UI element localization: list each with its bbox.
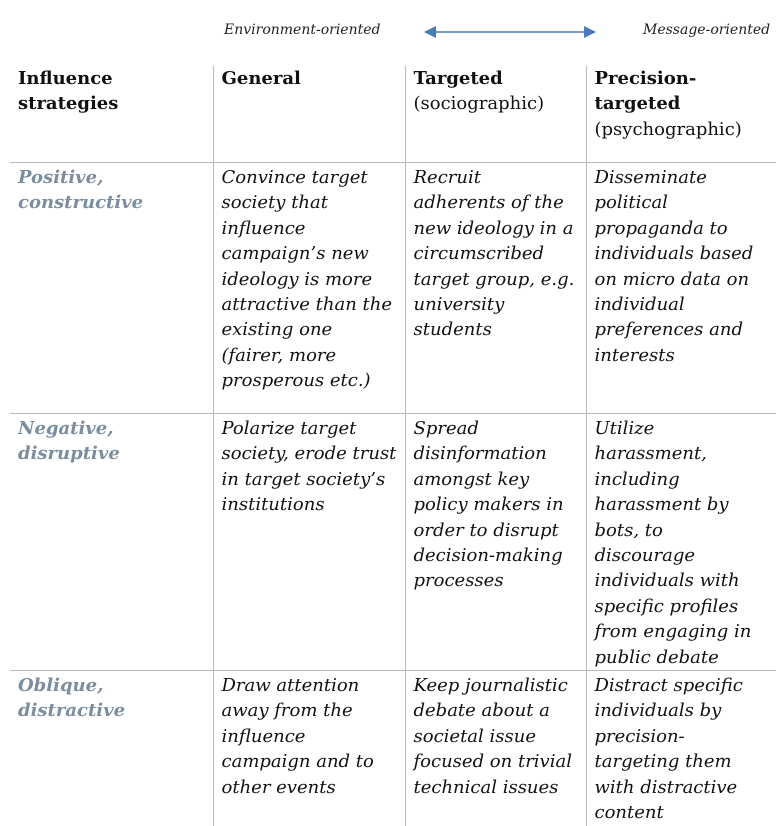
- header-strategies: Influence strategies: [18, 68, 119, 115]
- header-precision: [586, 66, 776, 163]
- row-label-positive: Positive, constructive: [10, 163, 213, 414]
- table-row: [10, 163, 776, 414]
- header-targeted-sub: (sociographic): [413, 93, 545, 115]
- header-targeted-title: Targeted: [413, 68, 503, 89]
- row-label-negative: Negative, disruptive: [10, 414, 213, 671]
- header-targeted: [405, 66, 586, 163]
- cell-negative-targeted: Spread disinformation amongst key policy makers in order to disrupt decision-making processes: [405, 414, 586, 671]
- header-precision-title: Precision-targeted: [594, 68, 697, 115]
- cell-oblique-general: Draw attention away from the influence campaign and to other events: [213, 671, 405, 826]
- cell-oblique-precision: Distract specific individuals by precision-targeting them with distractive content: [586, 671, 776, 826]
- influence-strategies-table: [10, 66, 776, 826]
- message-oriented-label: Message-oriented: [643, 22, 771, 38]
- cell-oblique-targeted: Keep journalistic debate about a societal issue focused on trivial technical issues: [405, 671, 586, 826]
- double-arrow-icon: [424, 24, 596, 40]
- table-row: [10, 671, 776, 826]
- cell-positive-precision: Disseminate political propaganda to individuals based on micro data on individual preferences and interests: [586, 163, 776, 414]
- row-label-oblique: Oblique, distractive: [10, 671, 213, 826]
- cell-positive-targeted: Recruit adherents of the new ideology in a circumscribed target group, e.g. university students: [405, 163, 586, 414]
- cell-negative-precision: Utilize harassment, including harassment by bots, to discourage individuals with specific profiles from engaging in public debate: [586, 414, 776, 671]
- cell-positive-general: Convince target society that influence campaign’s new ideology is more attractive than the existing one (fairer, more prosperous etc.): [213, 163, 405, 414]
- header-precision-sub: (psychographic): [594, 118, 742, 140]
- table-row: [10, 414, 776, 671]
- environment-oriented-label: Environment-oriented: [224, 22, 381, 38]
- header-general: General: [213, 66, 405, 163]
- cell-negative-general: Polarize target society, erode trust in target society’s institutions: [213, 414, 405, 671]
- header-row: [10, 66, 776, 163]
